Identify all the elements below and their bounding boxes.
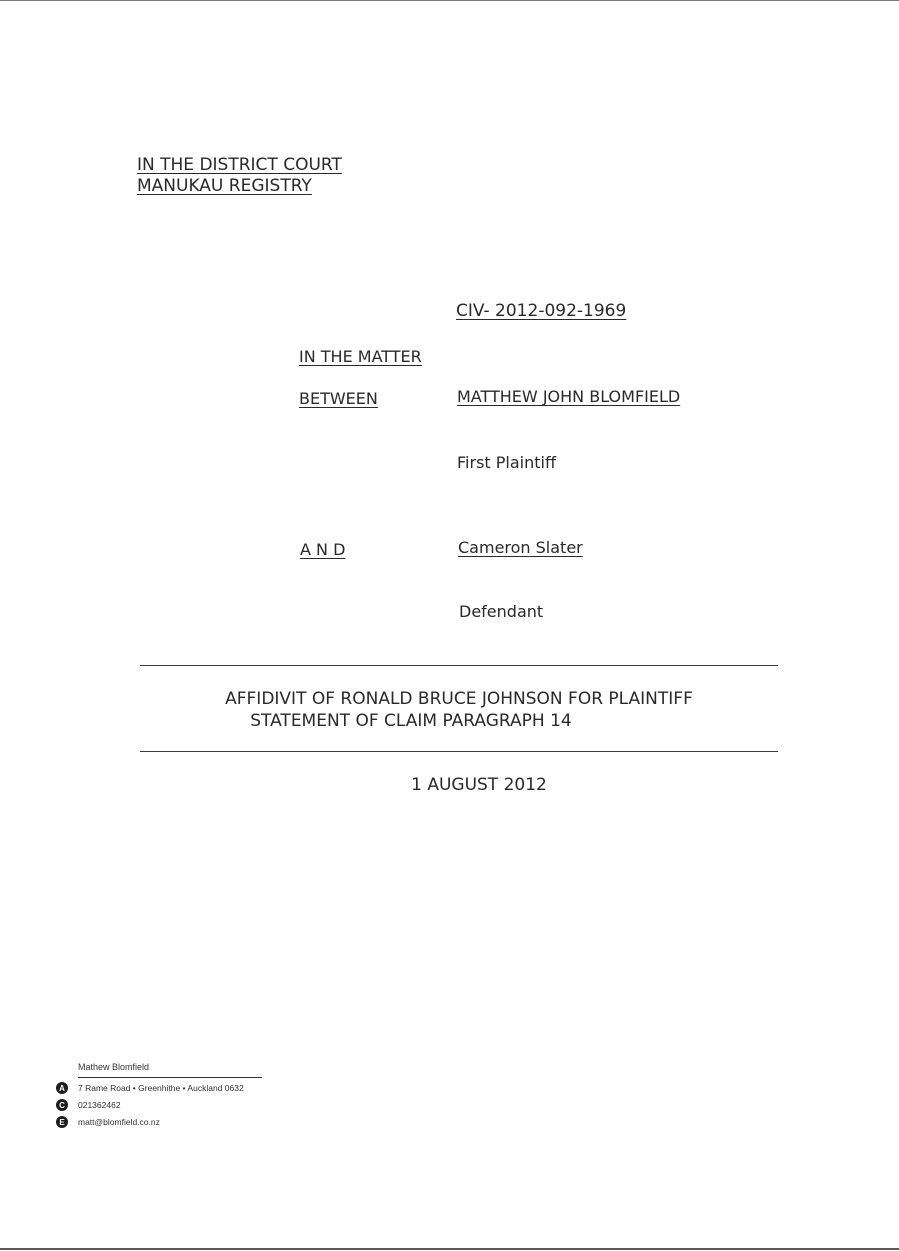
page-bottom-edge [0,1248,899,1250]
and-label: A N D [300,540,346,559]
document-title-line1: AFFIDIVIT OF RONALD BRUCE JOHNSON FOR PLAINTIFF [225,689,693,709]
phone-icon: C [56,1099,68,1111]
plaintiff-role: First Plaintiff [457,453,556,472]
footer-address [56,1081,244,1095]
document-title-line2: STATEMENT OF CLAIM PARAGRAPH 14 [250,711,572,731]
page-top-edge [0,0,899,1]
plaintiff-name: MATTHEW JOHN BLOMFIELD [457,387,681,406]
document-title [140,688,778,732]
address-icon: A [56,1082,68,1094]
footer-name: Mathew Blomfield [78,1062,150,1072]
footer-rule [78,1077,262,1078]
footer-email [56,1115,160,1129]
court-registry: MANUKAU REGISTRY [137,176,312,196]
title-bottom-rule [140,751,778,752]
document-date: 1 AUGUST 2012 [411,775,547,795]
email-icon: E [56,1116,68,1128]
between-label: BETWEEN [299,389,378,408]
case-number: CIV- 2012-092-1969 [456,301,627,321]
phone-text: 021362462 [78,1100,121,1110]
court-name: IN THE DISTRICT COURT [137,155,342,175]
email-text: matt@blomfield.co.nz [78,1117,160,1127]
footer-phone [56,1098,121,1112]
defendant-role: Defendant [459,602,544,621]
in-the-matter-label: IN THE MATTER [299,347,422,366]
address-text: 7 Rame Road • Greenhithe • Auckland 0632 [78,1083,244,1093]
defendant-name: Cameron Slater [458,538,583,557]
title-top-rule [140,665,778,666]
